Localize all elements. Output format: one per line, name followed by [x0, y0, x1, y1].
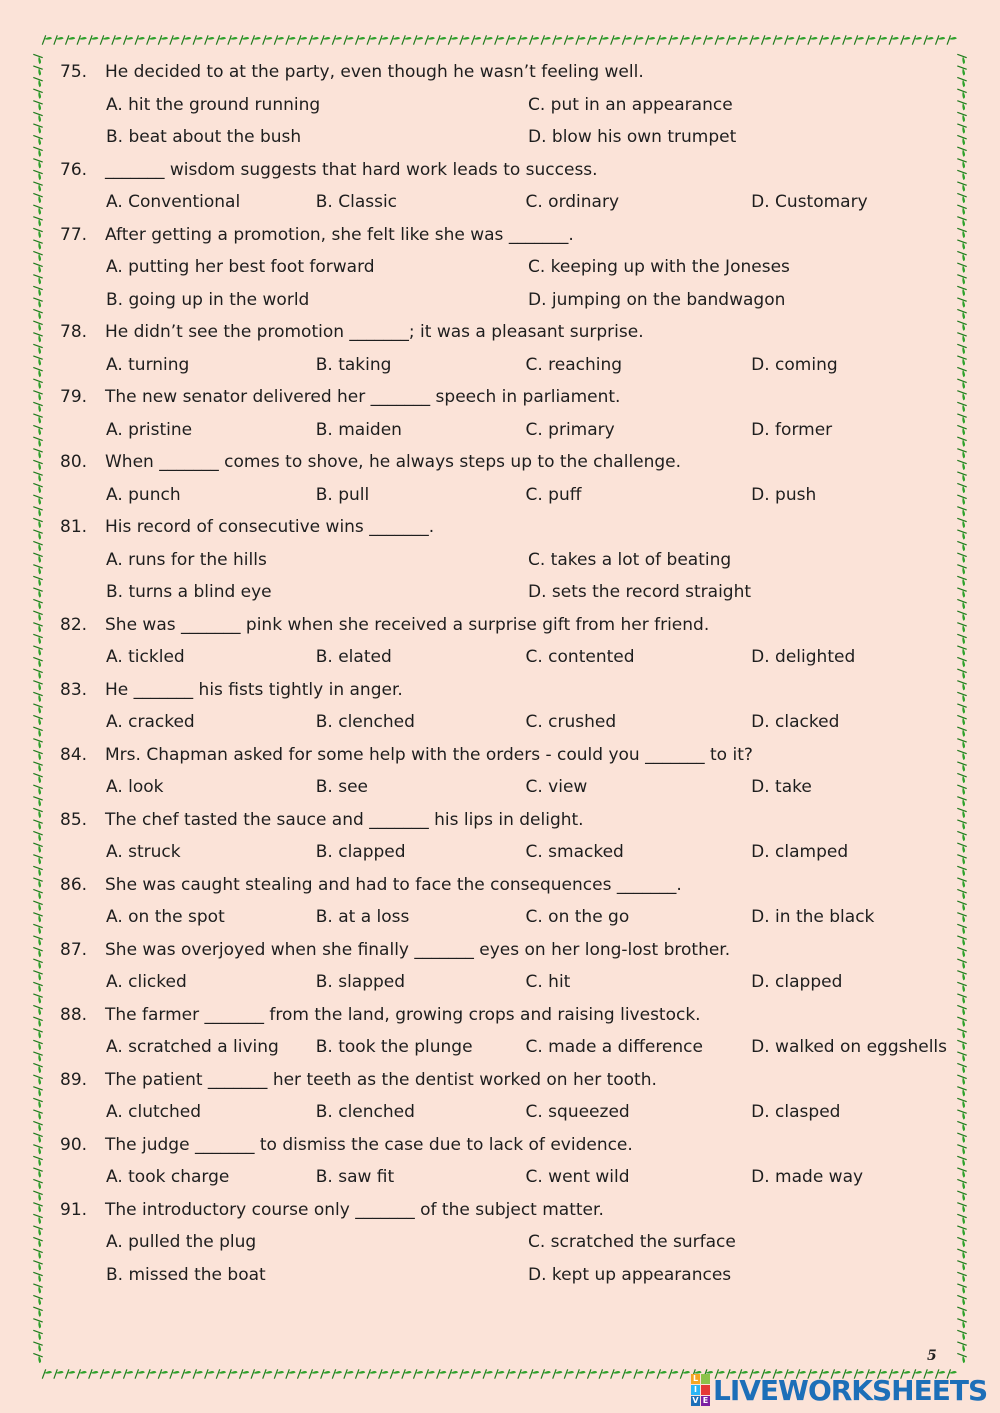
logo-text: LIVEWORKSHEETS	[713, 1373, 988, 1407]
page-number: 5	[927, 1348, 937, 1364]
answer-option[interactable]: A. clicked	[106, 972, 187, 993]
question-text: He _______ his fists tightly in anger.	[105, 679, 403, 700]
answer-option[interactable]: C. squeezed	[525, 1102, 630, 1123]
answer-option[interactable]: D. made way	[751, 1167, 864, 1188]
answer-option[interactable]: C. crushed	[525, 712, 617, 733]
question-item	[60, 1064, 950, 1129]
question-number: 79.	[60, 387, 88, 408]
question-item	[60, 609, 950, 674]
answer-option[interactable]: D. clacked	[751, 712, 840, 733]
question-number: 77.	[60, 224, 88, 245]
answer-option[interactable]: A. tickled	[106, 647, 185, 668]
question-text: His record of consecutive wins _______.	[105, 517, 435, 538]
answer-option[interactable]: A. took charge	[106, 1167, 230, 1188]
answer-option[interactable]: C. made a difference	[525, 1037, 703, 1058]
question-text: After getting a promotion, she felt like she was _______.	[105, 224, 574, 245]
answer-option[interactable]: D. jumping on the bandwagon	[528, 289, 786, 310]
answer-option[interactable]: D. blow his own trumpet	[528, 127, 737, 148]
question-text: The judge _______ to dismiss the case due to lack of evidence.	[105, 1134, 633, 1155]
answer-option[interactable]: A. cracked	[106, 712, 195, 733]
answer-option[interactable]: C. takes a lot of beating	[528, 549, 732, 570]
question-item	[60, 1194, 950, 1292]
answer-option[interactable]: B. turns a blind eye	[106, 582, 272, 603]
answer-option[interactable]: C. hit	[525, 972, 571, 993]
question-number: 82.	[60, 614, 88, 635]
answer-option[interactable]: A. runs for the hills	[106, 549, 267, 570]
question-text: When _______ comes to shove, he always steps up to the challenge.	[105, 452, 682, 473]
answer-option[interactable]: A. punch	[106, 484, 181, 505]
question-text: The introductory course only _______ of the subject matter.	[105, 1199, 604, 1220]
answer-option[interactable]: B. saw fit	[315, 1167, 395, 1188]
question-number: 85.	[60, 809, 88, 830]
question-number: 87.	[60, 939, 88, 960]
question-item	[60, 154, 950, 219]
question-item	[60, 219, 950, 317]
question-text: The patient _______ her teeth as the dentist worked on her tooth.	[105, 1069, 657, 1090]
question-item	[60, 316, 950, 381]
answer-option[interactable]: A. hit the ground running	[106, 94, 321, 115]
answer-option[interactable]: D. clapped	[751, 972, 843, 993]
answer-option[interactable]: D. sets the record straight	[528, 582, 752, 603]
question-item	[60, 56, 950, 154]
answer-option[interactable]: B. taking	[315, 354, 392, 375]
answer-option[interactable]: D. coming	[751, 354, 838, 375]
question-item	[60, 869, 950, 934]
answer-option[interactable]: D. former	[751, 419, 833, 440]
question-number: 75.	[60, 62, 88, 83]
answer-option[interactable]: B. maiden	[315, 419, 402, 440]
question-number: 88.	[60, 1004, 88, 1025]
answer-option[interactable]: C. put in an appearance	[528, 94, 733, 115]
answer-option[interactable]: B. clenched	[315, 712, 415, 733]
answer-option[interactable]: D. walked on eggshells	[751, 1037, 948, 1058]
question-text: The chef tasted the sauce and _______ his lips in delight.	[105, 809, 584, 830]
answer-option[interactable]: C. primary	[525, 419, 615, 440]
question-item	[60, 446, 950, 511]
question-text: She was _______ pink when she received a surprise gift from her friend.	[105, 614, 710, 635]
answer-option[interactable]: A. Conventional	[106, 192, 241, 213]
answer-option[interactable]: A. pulled the plug	[106, 1232, 257, 1253]
answer-option[interactable]: C. scratched the surface	[528, 1232, 736, 1253]
answer-option[interactable]: C. smacked	[525, 842, 624, 863]
question-number: 90.	[60, 1134, 88, 1155]
question-item	[60, 739, 950, 804]
question-text: The new senator delivered her _______ speech in parliament.	[105, 387, 621, 408]
question-number: 81.	[60, 517, 88, 538]
answer-option[interactable]: B. beat about the bush	[106, 127, 302, 148]
question-text: He decided to at the party, even though he wasn’t feeling well.	[105, 62, 644, 83]
answer-option[interactable]: D. take	[751, 777, 812, 798]
answer-option[interactable]: B. pull	[315, 484, 370, 505]
question-text: He didn’t see the promotion _______; it was a pleasant surprise.	[105, 322, 644, 343]
question-number: 76.	[60, 159, 88, 180]
answer-option[interactable]: A. putting her best foot forward	[106, 257, 375, 278]
answer-option[interactable]: C. keeping up with the Joneses	[528, 257, 790, 278]
question-item	[60, 1129, 950, 1194]
answer-option[interactable]: A. on the spot	[106, 907, 225, 928]
question-number: 89.	[60, 1069, 88, 1090]
answer-option[interactable]: C. contented	[525, 647, 635, 668]
question-number: 83.	[60, 679, 88, 700]
answer-option[interactable]: C. puff	[525, 484, 582, 505]
answer-option[interactable]: D. Customary	[751, 192, 868, 213]
answer-option[interactable]: D. kept up appearances	[528, 1264, 732, 1285]
answer-option[interactable]: B. see	[315, 777, 368, 798]
question-text: The farmer _______ from the land, growing crops and raising livestock.	[105, 1004, 701, 1025]
answer-option[interactable]: A. look	[106, 777, 164, 798]
question-item	[60, 804, 950, 869]
question-text: She was caught stealing and had to face the consequences _______.	[105, 874, 682, 895]
answer-option[interactable]: B. slapped	[315, 972, 406, 993]
answer-option[interactable]: B. took the plunge	[315, 1037, 473, 1058]
answer-option[interactable]: C. on the go	[525, 907, 630, 928]
answer-option[interactable]: B. clapped	[315, 842, 406, 863]
answer-option[interactable]: A. struck	[106, 842, 181, 863]
answer-option[interactable]: A. clutched	[106, 1102, 202, 1123]
answer-option[interactable]: C. ordinary	[525, 192, 620, 213]
answer-option[interactable]: C. went wild	[525, 1167, 630, 1188]
answer-option[interactable]: A. turning	[106, 354, 190, 375]
answer-option[interactable]: A. pristine	[106, 419, 193, 440]
answer-option[interactable]: B. Classic	[315, 192, 398, 213]
answer-option[interactable]: B. clenched	[315, 1102, 415, 1123]
answer-option[interactable]: C. view	[525, 777, 588, 798]
question-number: 86.	[60, 874, 88, 895]
answer-option[interactable]: D. in the black	[751, 907, 875, 928]
question-text: Mrs. Chapman asked for some help with the orders - could you _______ to it?	[105, 744, 753, 765]
answer-option[interactable]: C. reaching	[525, 354, 623, 375]
liveworksheets-logo	[691, 1374, 987, 1406]
question-item	[60, 511, 950, 609]
answer-option[interactable]: A. scratched a living	[106, 1037, 279, 1058]
logo-mark-icon: L I V E	[692, 1374, 709, 1405]
question-item	[60, 381, 950, 446]
question-item	[60, 934, 950, 999]
question-number: 78.	[60, 322, 88, 343]
answer-option[interactable]: D. push	[751, 484, 817, 505]
question-number: 84.	[60, 744, 88, 765]
answer-option[interactable]: B. elated	[315, 647, 392, 668]
question-text: _______ wisdom suggests that hard work leads to success.	[105, 159, 598, 180]
answer-option[interactable]: D. delighted	[751, 647, 856, 668]
question-item	[60, 999, 950, 1064]
question-item	[60, 674, 950, 739]
answer-option[interactable]: D. clamped	[751, 842, 849, 863]
question-number: 80.	[60, 452, 88, 473]
question-text: She was overjoyed when she finally _______ eyes on her long-lost brother.	[105, 939, 731, 960]
answer-option[interactable]: B. missed the boat	[106, 1264, 266, 1285]
answer-option[interactable]: D. clasped	[751, 1102, 841, 1123]
question-number: 91.	[60, 1199, 88, 1220]
answer-option[interactable]: B. going up in the world	[106, 289, 310, 310]
question-list	[60, 56, 950, 1291]
answer-option[interactable]: B. at a loss	[315, 907, 410, 928]
